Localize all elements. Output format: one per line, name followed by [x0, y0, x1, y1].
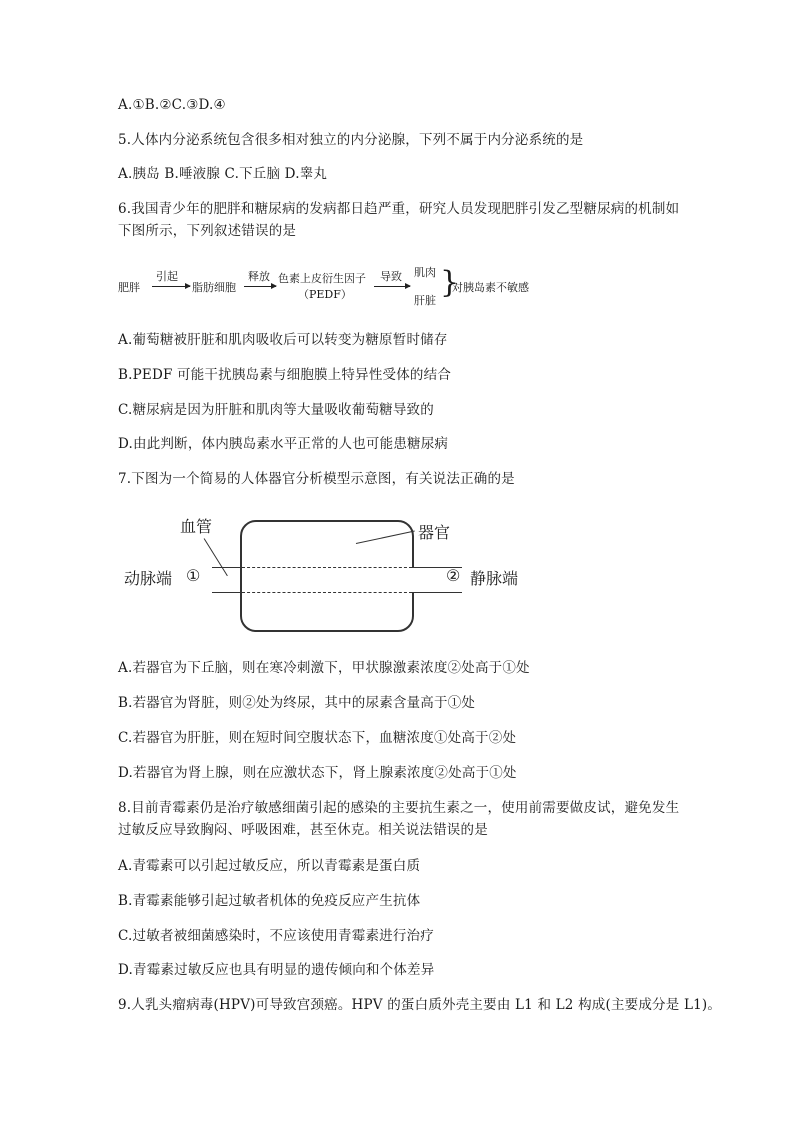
flow-insensitive: 对胰岛素不敏感	[452, 281, 529, 294]
q7-option-d: D.若器官为肾上腺，则在应激状态下，肾上腺素浓度②处高于①处	[118, 765, 517, 781]
flow-release-label: 释放	[248, 270, 270, 283]
q8-option-c: C.过敏者被细菌感染时，不应该使用青霉素进行治疗	[118, 928, 434, 944]
flow-arrow-3	[374, 286, 410, 287]
q8-option-b: B.青霉素能够引起过敏者机体的免疫反应产生抗体	[118, 893, 421, 909]
flow-pedf-abbr: （PEDF）	[298, 288, 352, 301]
marker-1: ①	[186, 566, 201, 585]
q4-options: A.①B.②C.③D.④	[118, 97, 226, 113]
q7-option-a: A.若器官为下丘脑，则在寒冷刺激下，甲状腺激素浓度②处高于①处	[118, 660, 530, 676]
q6-stem: 6.我国青少年的肥胖和糖尿病的发病都日趋严重，研究人员发现肥胖引发乙型糖尿病的机制如下图所示，下列叙述错误的是	[118, 201, 680, 239]
flow-arrow-1	[152, 286, 190, 287]
q5-stem: 5.人体内分泌系统包含很多相对独立的内分泌腺，下列不属于内分泌系统的是	[118, 132, 584, 148]
vessel-dashed-segment	[242, 567, 412, 593]
q8-option-a: A.青霉素可以引起过敏反应，所以青霉素是蛋白质	[118, 858, 421, 874]
flow-brace: }	[440, 265, 460, 300]
flow-lead-label: 导致	[380, 270, 402, 283]
flow-arrow-2	[244, 286, 276, 287]
organ-model-diagram	[118, 510, 528, 635]
flow-liver: 肝脏	[414, 294, 436, 307]
q6-option-d: D.由此判断，体内胰岛素水平正常的人也可能患糖尿病	[118, 436, 449, 452]
q5-options: A.胰岛 B.唾液腺 C.下丘脑 D.睾丸	[118, 166, 328, 182]
q8-stem: 8.目前青霉素仍是治疗敏感细菌引起的感染的主要抗生素之一，使用前需要做皮试，避免发生过敏反应导致胸闷、呼吸困难，甚至休克。相关说法错误的是	[118, 800, 680, 838]
q9-stem: 9.人乳头瘤病毒(HPV)可导致宫颈癌。HPV 的蛋白质外壳主要由 L1 和 L2 构成(主要成分是 L1)。	[118, 997, 722, 1013]
marker-2: ②	[446, 566, 461, 585]
vein-end-label: 静脉端	[470, 569, 519, 588]
flow-adipocyte: 脂肪细胞	[192, 281, 236, 294]
q7-option-b: B.若器官为肾脏，则②处为终尿，其中的尿素含量高于①处	[118, 695, 476, 711]
q6-option-c: C.糖尿病是因为肝脏和肌肉等大量吸收葡萄糖导致的	[118, 402, 434, 418]
organ-label: 器官	[418, 523, 451, 542]
flow-muscle: 肌肉	[414, 266, 436, 279]
q6-option-b: B.PEDF 可能干扰胰岛素与细胞膜上特异性受体的结合	[118, 367, 452, 383]
flow-obesity: 肥胖	[118, 281, 140, 294]
q7-stem: 7.下图为一个简易的人体器官分析模型示意图，有关说法正确的是	[118, 471, 515, 487]
q7-option-c: C.若器官为肝脏，则在短时间空腹状态下，血糖浓度①处高于②处	[118, 730, 517, 746]
flow-pedf: 色素上皮衍生因子	[278, 272, 366, 285]
mechanism-flow-diagram	[118, 265, 558, 310]
vessel-label: 血管	[180, 517, 213, 536]
q8-option-d: D.青霉素过敏反应也具有明显的遗传倾向和个体差异	[118, 962, 435, 978]
flow-cause-label: 引起	[156, 270, 178, 283]
q6-option-a: A.葡萄糖被肝脏和肌肉吸收后可以转变为糖原暂时储存	[118, 332, 448, 348]
artery-end-label: 动脉端	[124, 569, 173, 588]
